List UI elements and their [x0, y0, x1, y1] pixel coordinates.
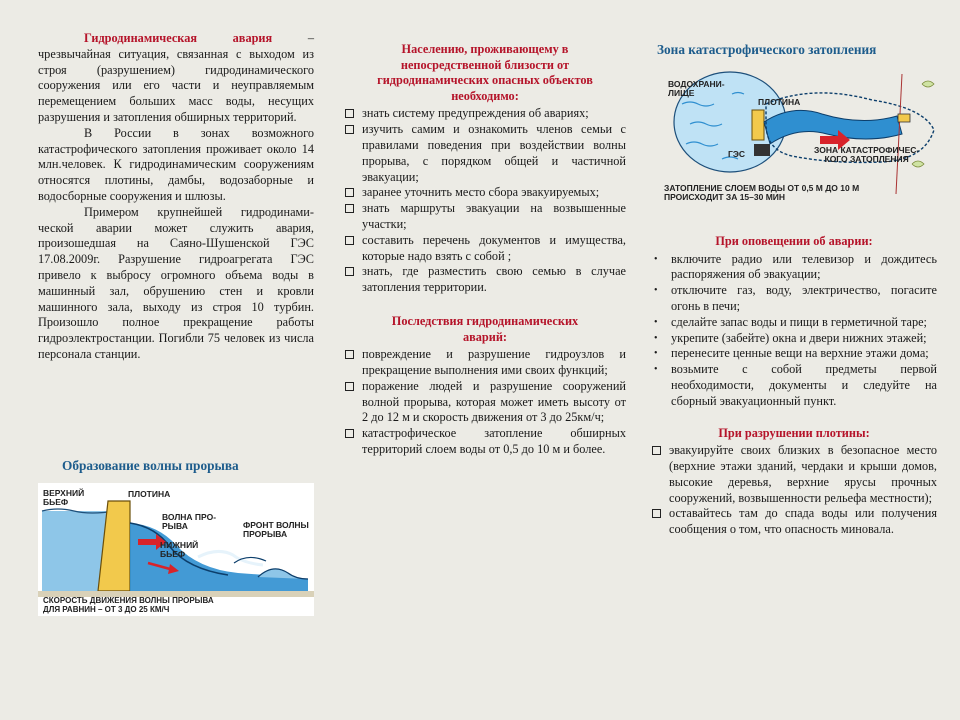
- column-left: [38, 31, 314, 363]
- checkbox-icon: [345, 125, 354, 134]
- checkbox-icon: [345, 204, 354, 213]
- list-item: • перенесите ценные вещи на верхние этажи дома;: [654, 346, 929, 361]
- checkbox-icon: [345, 267, 354, 276]
- column-right: [651, 234, 937, 538]
- wave-figure: [38, 483, 314, 616]
- bullet-icon: •: [654, 253, 658, 265]
- alert-title: При оповещении об аварии:: [715, 234, 873, 248]
- list-item: • сделайте запас воды и пищи в герметичной таре;: [654, 314, 927, 329]
- checkbox-icon: [345, 429, 354, 438]
- list-item: знать, где разместить свою семью в случае затопления территории.: [344, 264, 626, 296]
- dam-title: При разрушении плотины:: [718, 425, 870, 440]
- bullet-icon: •: [654, 332, 658, 344]
- intro-text: – чрезвычайная ситуация, связанная с выходом из строя (разрушением) гидродинамического сооружения или его части и неуправляемым перемещением больших масс воды, несущих разрушения и затопления обширных территорий.: [38, 31, 314, 124]
- consequences-title: Последствия гидродинамических аварий:: [391, 313, 579, 344]
- label-dam: ПЛОТИНА: [128, 489, 171, 499]
- list-item: знать маршруты эвакуации на возвышенные участки;: [344, 201, 626, 233]
- intro-paragraph: [38, 31, 314, 126]
- checkbox-icon: [652, 509, 661, 518]
- zone-title: Зона катастрофического затопления: [657, 42, 877, 57]
- list-item: оставайтесь там до спада воды или получения сообщения о том, что опасность миновала.: [651, 506, 937, 538]
- list-item: поражение людей и разрушение сооружений волной прорыва, которая может иметь высоту от 2 до 12 м и скорость движения от 3 до 25км/ч;: [344, 379, 626, 426]
- list-item: изучить самим и ознакомить членов семьи с правилами поведения при воздействии волны прорыва, с порядком общей и частичной эвакуации;: [344, 122, 626, 185]
- list-item: заранее уточнить место сбора эвакуируемых;: [344, 185, 626, 201]
- list-item: • укрепите (забейте) окна и двери нижних этажей;: [654, 330, 927, 345]
- dam-list: [651, 443, 937, 538]
- intro-term: Гидродинамическая авария: [84, 31, 273, 45]
- list-item: знать систему предупреждения об авариях;: [344, 106, 626, 122]
- checkbox-icon: [652, 446, 661, 455]
- label-ges: ГЭС: [728, 149, 746, 159]
- checkbox-icon: [345, 188, 354, 197]
- zone-caption: ЗАТОПЛЕНИЕ СЛОЕМ ВОДЫ ОТ 0,5 М ДО 10 М ПРОИСХОДИТ ЗА 15–30 МИН: [664, 183, 860, 202]
- label-flood-zone: ЗОНА КАТАСТРОФИЧЕС- КОГО ЗАТОПЛЕНИЯ: [814, 145, 920, 164]
- list-item: повреждение и разрушение гидроузлов и прекращение выполнения ими своих функций;: [344, 347, 626, 379]
- list-item: • возьмите с собой предметы первой необходимости, документы и следуйте на сборный эвакуационный пункт.: [654, 362, 937, 408]
- checkbox-icon: [345, 236, 354, 245]
- list-item: эвакуируйте своих близких в безопасное место (верхние этажи зданий, чердаки и крыши домов, высокие деревья, верхние ярусы прочных сооружений, возвышенности рельефа местности);: [651, 443, 937, 506]
- checkbox-icon: [345, 109, 354, 118]
- paragraph-example: Примером крупнейшей гидродинами-ческой аварии может служить авария, произошедшая на Саяно-Шушенской ГЭС 17.08.2009г. Разрушение гидроагрегата ГЭС привело к выбросу огромного объема воды в машинный зал, обрушению стен и кровли машинного зала, выходу из строя 10 турбин. Произошло полное прекращение работы гидроэлектростанции. Погибли 75 человек из числа персонала станции.: [38, 204, 314, 361]
- label-dam: ПЛОТИНА: [758, 97, 801, 107]
- bullet-icon: •: [654, 364, 658, 376]
- population-list: [344, 106, 626, 296]
- checkbox-icon: [345, 382, 354, 391]
- label-wave-front: ФРОНТ ВОЛНЫ ПРОРЫВА: [243, 520, 309, 539]
- wave-title: Образование волны прорыва: [62, 458, 239, 473]
- wave-caption: СКОРОСТЬ ДВИЖЕНИЯ ВОЛНЫ ПРОРЫВА ДЛЯ РАВНИН – ОТ 3 ДО 25 КМ/Ч: [43, 596, 214, 614]
- label-reservoir: ВОДОХРАНИ- ЛИЩЕ: [668, 79, 725, 98]
- column-middle: [344, 42, 626, 458]
- consequences-list: [344, 347, 626, 458]
- label-lower-pool: НИЖНИЙ БЬЕФ: [160, 540, 199, 559]
- checkbox-icon: [345, 350, 354, 359]
- bullet-icon: •: [654, 316, 658, 328]
- alert-list: [651, 252, 937, 410]
- paragraph-russia: В России в зонах возможного катастрофического затопления проживает около 14 млн.человек. К гидродинамическим сооружениям относятся плотины, дамбы, водозаборные и водосборные сооружения и шлюзы.: [38, 125, 314, 203]
- list-item: • включите радио или телевизор и дождитесь распоряжения об эвакуации;: [654, 251, 937, 282]
- zone-figure: [662, 64, 942, 210]
- list-item: составить перечень документов и имущества, которые надо взять с собой ;: [344, 233, 626, 265]
- label-upper-pool: ВЕРХНИЙ БЬЕФ: [43, 488, 85, 507]
- population-title: Населению, проживающему в непосредственной близости от гидродинамических опасных объектов необходимо:: [377, 42, 593, 103]
- list-item: • отключите газ, воду, электричество, погасите огонь в печи;: [654, 283, 937, 313]
- bullet-icon: •: [654, 285, 658, 297]
- list-item: катастрофическое затопление обширных территорий слоем воды от 0,5 до 10 м и более.: [344, 426, 626, 458]
- label-wave: ВОЛНА ПРО- РЫВА: [162, 512, 217, 531]
- bullet-icon: •: [654, 348, 658, 360]
